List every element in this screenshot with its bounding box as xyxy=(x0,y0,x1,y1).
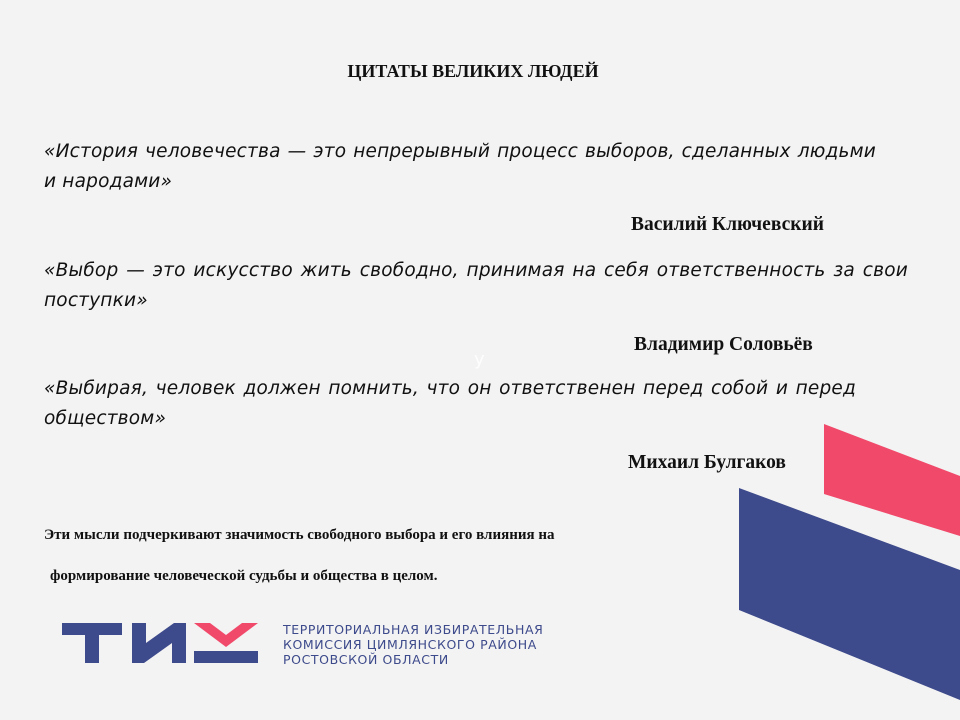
stray-letter: у xyxy=(474,349,485,370)
red-stripe xyxy=(824,424,960,536)
quote-2: «Выбор — это искусство жить свободно, принимая на себя ответственность за свои поступки» xyxy=(44,260,908,311)
quote-2-author: Владимир Соловьёв xyxy=(634,334,813,355)
page-title: ЦИТАТЫ ВЕЛИКИХ ЛЮДЕЙ xyxy=(347,61,599,81)
quote-1: «История человечества — это непрерывный процесс выборов, сделанных людьми и народами» xyxy=(44,141,876,192)
logo-line-1: ТЕРРИТОРИАЛЬНАЯ ИЗБИРАТЕЛЬНАЯ xyxy=(283,622,544,637)
logo-line-3: РОСТОВСКОЙ ОБЛАСТИ xyxy=(283,652,449,667)
quote-1-author: Василий Ключевский xyxy=(631,214,824,235)
logo-line-2: КОМИССИЯ ЦИМЛЯНСКОГО РАЙОНА xyxy=(283,637,537,652)
tik-logo-icon xyxy=(62,621,262,665)
conclusion-line-1: Эти мысли подчеркивают значимость свободного выбора и его влияния на xyxy=(44,527,555,543)
quote-3-author: Михаил Булгаков xyxy=(628,452,786,473)
logo-organization-name xyxy=(283,622,543,667)
quote-3: «Выбирая, человек должен помнить, что он ответственен перед собой и перед обществом» xyxy=(44,378,856,429)
conclusion-line-2: формирование человеческой судьбы и общества в целом. xyxy=(50,568,438,584)
